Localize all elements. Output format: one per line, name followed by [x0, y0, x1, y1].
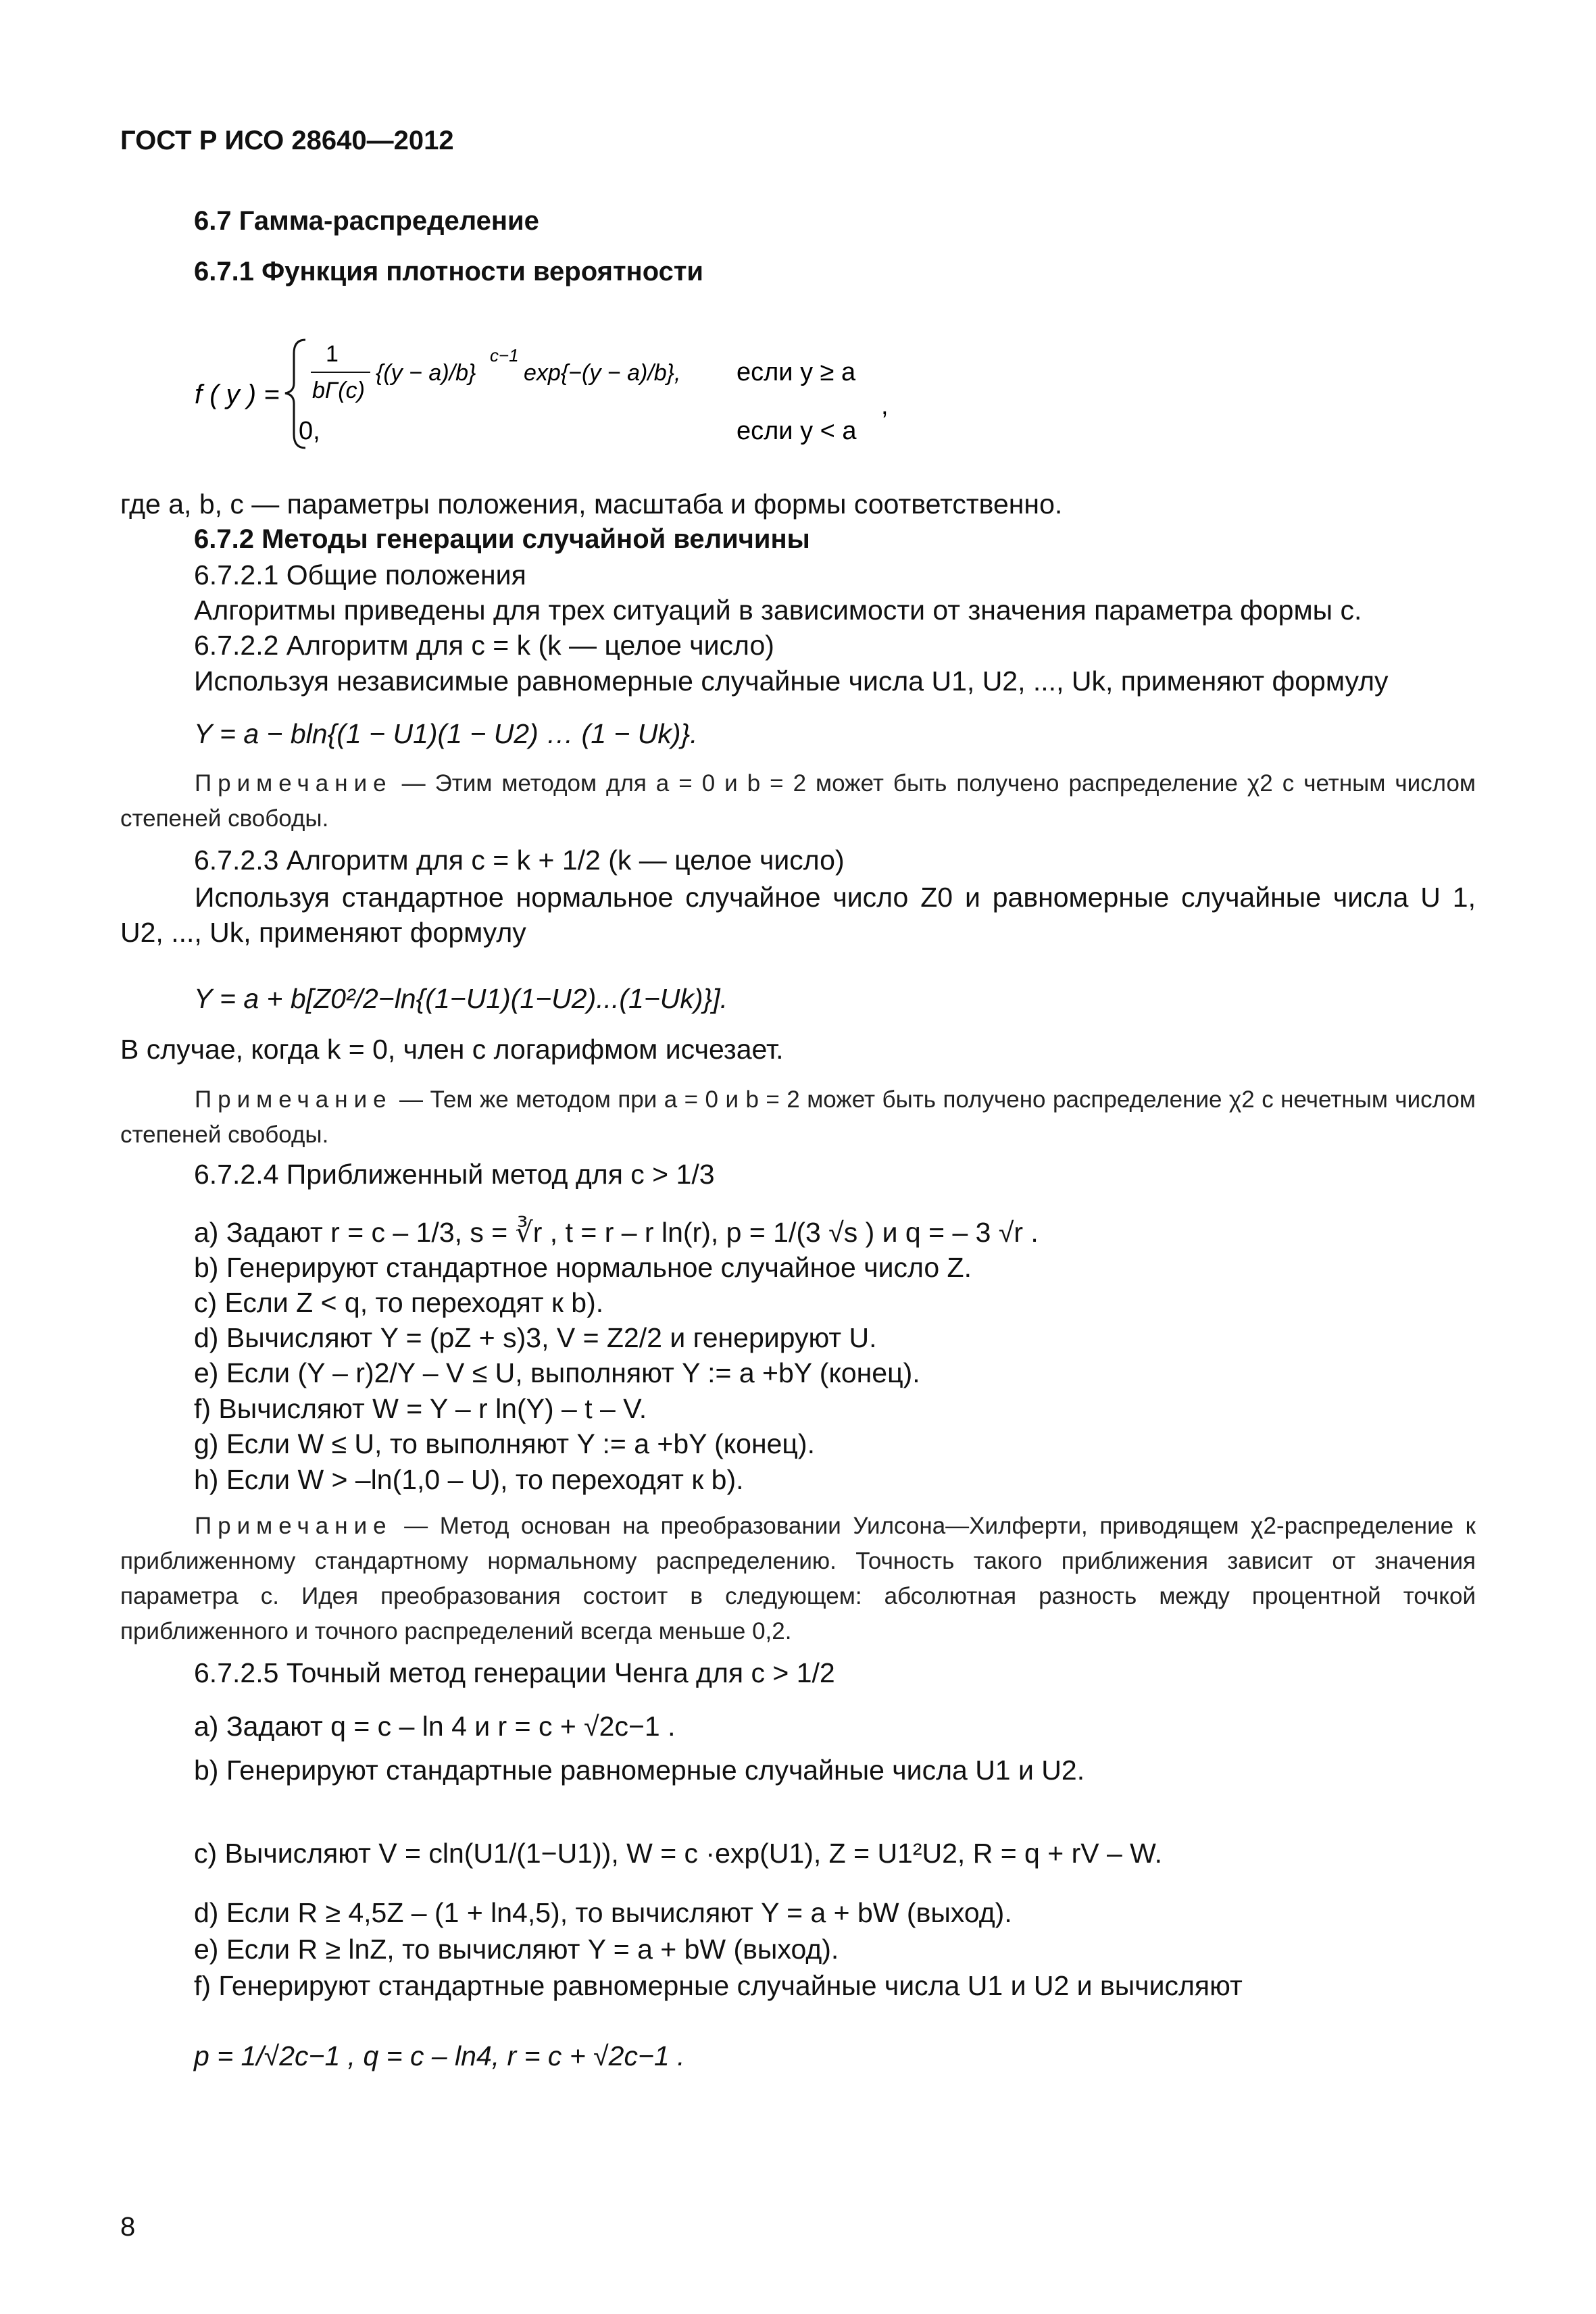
s6724-step-e: e) Если (Y – r)2/Y – V ≤ U, выполняют Y := a +bY (конец). — [194, 1357, 920, 1388]
s6724-note — [120, 1509, 1476, 1649]
s6725-title: 6.7.2.5 Точный метод генерации Ченга для c > 1/2 — [194, 1657, 835, 1688]
formula-trailing-comma: , — [881, 392, 889, 420]
s6724-step-h: h) Если W > –ln(1,0 – U), то переходят к b). — [194, 1464, 744, 1495]
s6724-step-b: b) Генерируют стандартное нормальное случайное число Z. — [194, 1252, 972, 1283]
note-label: Примечание — [195, 1086, 393, 1113]
section-title: 6.7 Гамма-распределение — [194, 206, 539, 236]
density-formula — [182, 328, 959, 459]
note-label: Примечание — [195, 770, 393, 797]
s6725-step-a: a) Задают q = c – ln 4 и r = c + √2c−1 . — [194, 1711, 676, 1742]
parameters-text: где a, b, c — параметры положения, масштаба и формы соответственно. — [120, 488, 1063, 520]
s6725-formula: p = 1/√2c−1 , q = c – ln4, r = c + √2c−1 . — [194, 2040, 685, 2071]
note-text: — Тем же методом при a = 0 и b = 2 может быть получено распределение χ2 с нечетным числом степеней свободы. — [120, 1086, 1476, 1148]
document-header: ГОСТ Р ИСО 28640—2012 — [120, 126, 454, 155]
s6725-step-d: d) Если R ≥ 4,5Z – (1 + ln4,5), то вычисляют Y = a + bW (выход). — [194, 1897, 1012, 1928]
s6725-step-e: e) Если R ≥ lnZ, то вычисляют Y = a + bW (выход). — [194, 1934, 839, 1965]
s6723-note — [120, 1082, 1476, 1153]
fraction-numerator: 1 — [326, 341, 339, 367]
s6725-step-c: c) Вычисляют V = cln(U1/(1−U1)), W = c ·exp(U1), Z = U1²U2, R = q + rV – W. — [194, 1838, 1162, 1869]
formula-lhs: f ( y ) = — [195, 380, 280, 409]
s6722-note — [120, 766, 1476, 836]
formula-expression: {(y − a)/b} — [376, 360, 476, 386]
s6724-step-g: g) Если W ≤ U, то выполняют Y := a +bY (конец). — [194, 1428, 815, 1459]
formula-zero: 0, — [299, 417, 320, 445]
note-text: — Этим методом для a = 0 и b = 2 может быть получено распределение χ2 с четным числом степеней свободы. — [120, 770, 1476, 832]
page-number: 8 — [120, 2212, 136, 2242]
s6725-step-b: b) Генерируют стандартные равномерные случайные числа U1 и U2. — [194, 1755, 1085, 1786]
s6722-text: Используя независимые равномерные случайные числа U1, U2, ..., Uk, применяют формулу — [194, 665, 1389, 697]
s6724-step-f: f) Вычисляют W = Y – r ln(Y) – t – V. — [194, 1393, 647, 1424]
note-text: — Метод основан на преобразовании Уилсона—Хилферти, приводящем χ2-распределение к приближенному стандартному нормальному распределению. Точность такого приближения зависит от значения параметра c. Идея преобразования состоит в следующем: абсолютная разность между процентной точкой приближенного и точного распределений всегда меньше 0,2. — [120, 1513, 1476, 1644]
condition-2: если y < a — [737, 417, 857, 445]
s6724-title: 6.7.2.4 Приближенный метод для c > 1/3 — [194, 1159, 715, 1190]
s6721-title: 6.7.2.1 Общие положения — [194, 559, 526, 590]
s6723-formula: Y = a + b[Z0²/2−ln{(1−U1)(1−U2)...(1−Uk)}]. — [194, 983, 728, 1014]
s6723-after: В случае, когда k = 0, член с логарифмом исчезает. — [120, 1034, 784, 1065]
condition-1: если y ≥ a — [737, 358, 856, 386]
s6722-formula: Y = a − bln{(1 − U1)(1 − U2) … (1 − Uk)}. — [194, 718, 698, 749]
s6724-step-d: d) Вычисляют Y = (pZ + s)3, V = Z2/2 и генерируют U. — [194, 1322, 877, 1353]
fraction-denominator: bΓ(c) — [312, 378, 365, 403]
s6723-title: 6.7.2.3 Алгоритм для c = k + 1/2 (k — целое число) — [194, 845, 845, 876]
s6725-step-f: f) Генерируют стандартные равномерные случайные числа U1 и U2 и вычисляют — [194, 1970, 1243, 2001]
formula-exponent: c−1 — [490, 345, 519, 366]
formula-exp-part: exp{−(y − a)/b}, — [524, 360, 681, 386]
s6721-text: Алгоритмы приведены для трех ситуаций в зависимости от значения параметра формы c. — [194, 595, 1362, 626]
subsection-title: 6.7.1 Функция плотности вероятности — [194, 257, 704, 286]
s6723-text: Используя стандартное нормальное случайное число Z0 и равномерные случайные числа U 1, U2, ..., Uk, применяют формулу — [120, 882, 1476, 948]
s6722-title: 6.7.2.2 Алгоритм для c = k (k — целое число) — [194, 630, 774, 661]
s6724-step-c: c) Если Z < q, то переходят к b). — [194, 1287, 604, 1318]
s6724-step-a: a) Задают r = c – 1/3, s = ∛r , t = r – r ln(r), p = 1/(3 √s ) и q = – 3 √r . — [194, 1217, 1039, 1248]
note-label: Примечание — [195, 1513, 393, 1539]
methods-title: 6.7.2 Методы генерации случайной величины — [194, 524, 810, 554]
